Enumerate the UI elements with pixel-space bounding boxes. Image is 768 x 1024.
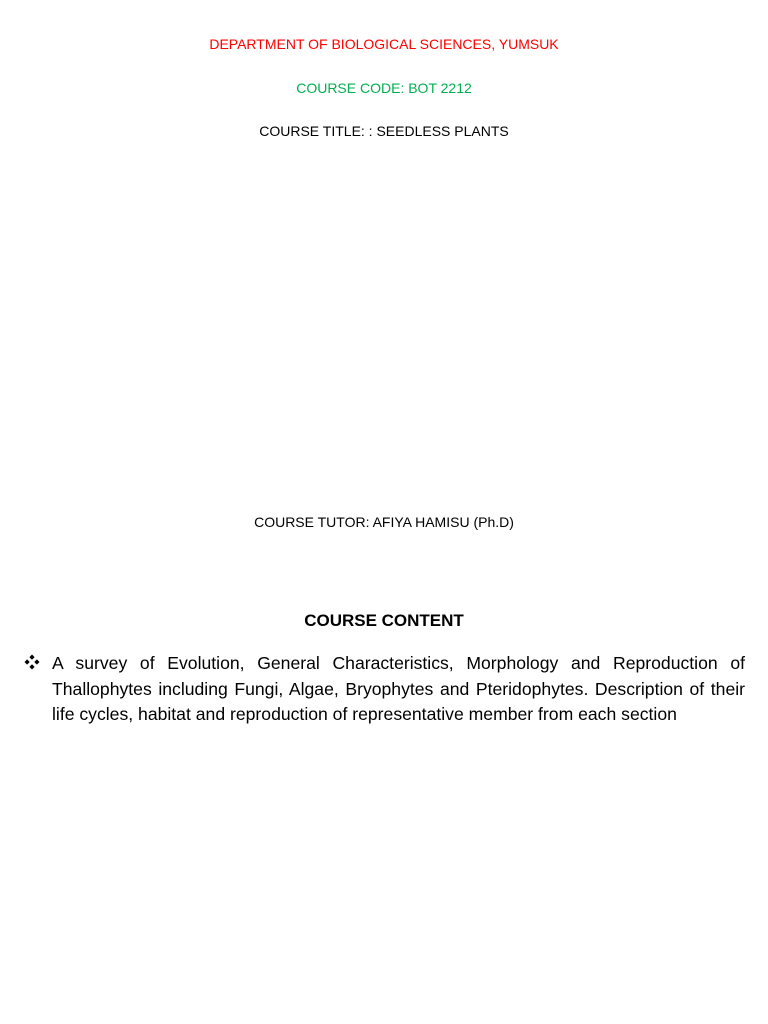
course-content-text: A survey of Evolution, General Characteristics, Morphology and Reproduction of Thallophytes including Fungi, Algae, Bryophytes and Pteridophytes. Description of their life cycles, habitat and reproduction of representative member from each section	[52, 653, 745, 725]
course-code: COURSE CODE: BOT 2212	[296, 80, 472, 96]
course-content-heading: COURSE CONTENT	[304, 611, 464, 630]
diamond-cluster-bullet-icon	[24, 654, 40, 670]
course-tutor: COURSE TUTOR: AFIYA HAMISU (Ph.D)	[254, 514, 514, 530]
course-title: COURSE TITLE: : SEEDLESS PLANTS	[259, 123, 509, 139]
department-title: DEPARTMENT OF BIOLOGICAL SCIENCES, YUMSUK	[209, 36, 559, 52]
